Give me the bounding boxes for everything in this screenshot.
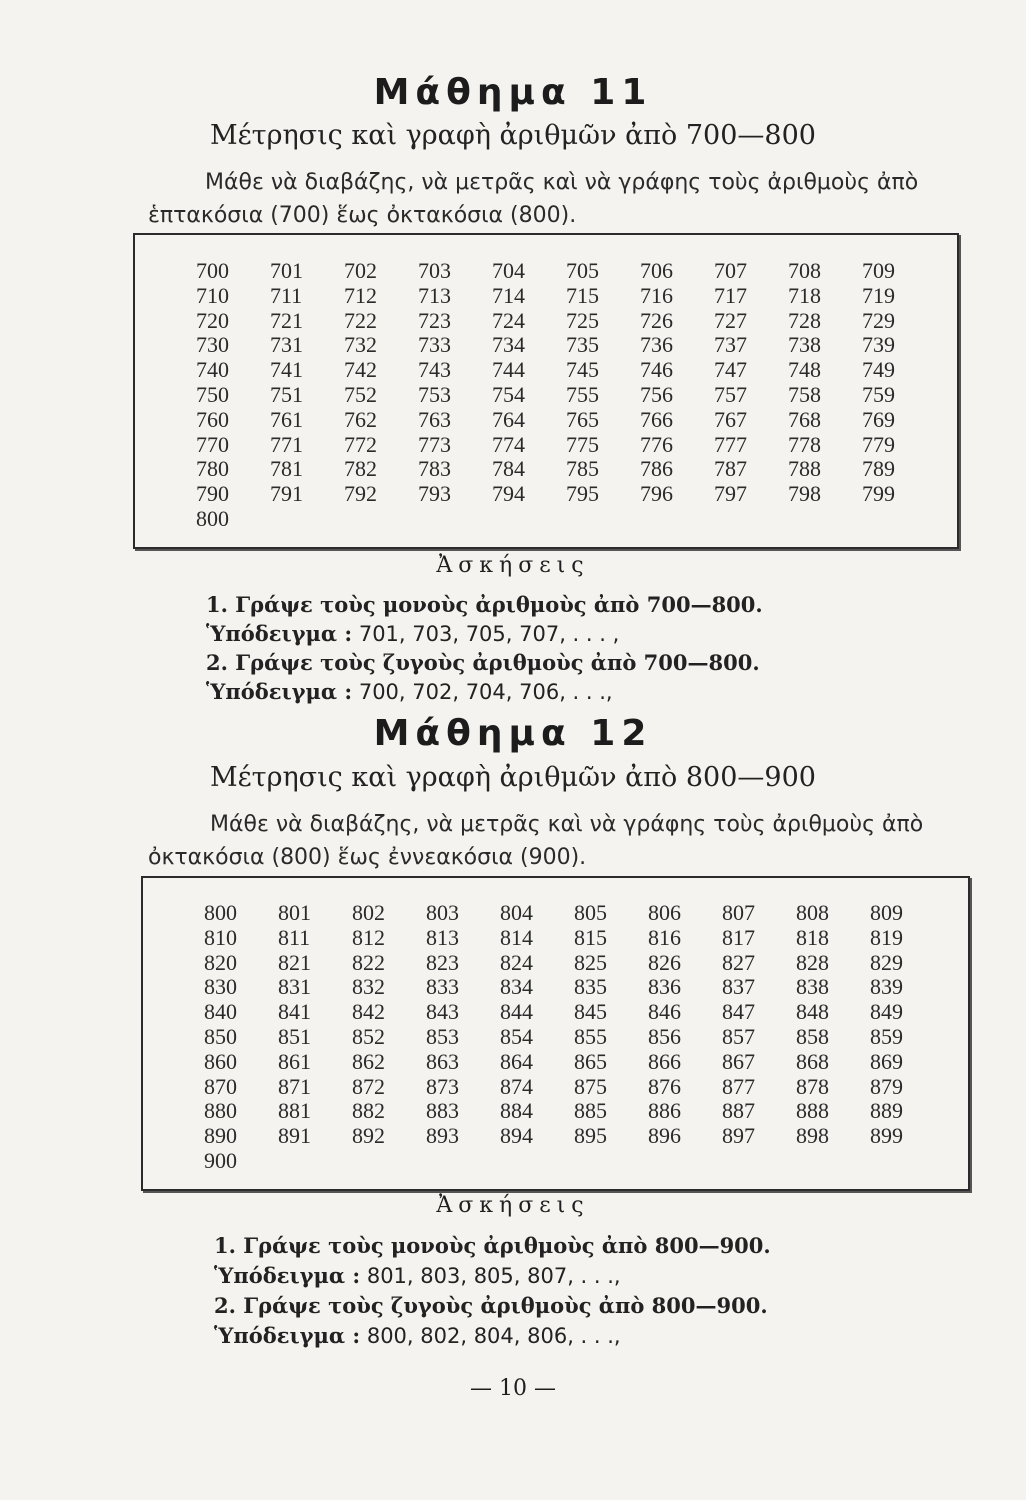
- number-cell: 705: [566, 258, 599, 283]
- number-cell: 840: [204, 999, 237, 1025]
- number-cell: 773: [418, 431, 451, 457]
- number-cell: 788: [788, 456, 821, 482]
- number-cell: 835: [574, 974, 607, 1000]
- number-cell: 752: [344, 381, 377, 407]
- lesson-11-example-2-values: 700, 702, 704, 706, . . .,: [358, 680, 613, 704]
- number-cell: 806: [648, 900, 681, 925]
- number-cell: 872: [352, 1073, 385, 1099]
- number-cell: 755: [566, 381, 599, 407]
- number-cell: 804: [500, 900, 533, 925]
- number-cell: 792: [344, 481, 377, 507]
- number-cell: 865: [574, 1048, 607, 1074]
- number-cell: 883: [426, 1098, 459, 1124]
- lesson-12-example-1-label: Ὑπόδειγμα :: [214, 1263, 361, 1288]
- number-cell: 777: [714, 431, 747, 457]
- number-cell: 795: [566, 481, 599, 507]
- number-cell: 721: [270, 307, 303, 333]
- number-cell: 814: [500, 924, 533, 950]
- number-cell: 871: [278, 1073, 311, 1099]
- lesson-11-example-1-label: Ὑπόδειγμα :: [206, 621, 353, 646]
- number-cell: 707: [714, 258, 747, 283]
- number-cell: 829: [870, 949, 903, 975]
- lesson-12-exercise-2: [214, 1293, 768, 1318]
- number-cell: 823: [426, 949, 459, 975]
- number-cell: 876: [648, 1073, 681, 1099]
- lesson-11-exercises-heading: Ἀσκήσεις: [436, 553, 590, 578]
- number-cell: 731: [270, 332, 303, 358]
- number-cell: 710: [196, 282, 229, 308]
- number-cell: 763: [418, 406, 451, 432]
- number-cell: 845: [574, 999, 607, 1025]
- number-cell: 808: [796, 900, 829, 925]
- number-cell: 742: [344, 357, 377, 383]
- number-cell: 861: [278, 1048, 311, 1074]
- lesson-12-example-1-values: 801, 803, 805, 807, . . .,: [366, 1264, 621, 1288]
- number-cell: 740: [196, 357, 229, 383]
- number-cell: 776: [640, 431, 673, 457]
- number-cell: 785: [566, 456, 599, 482]
- number-cell: 893: [426, 1123, 459, 1149]
- number-cell: 734: [492, 332, 525, 358]
- number-cell: 818: [796, 924, 829, 950]
- number-cell: 830: [204, 974, 237, 1000]
- number-cell: 853: [426, 1023, 459, 1049]
- number-cell: 759: [862, 381, 895, 407]
- number-cell: 711: [270, 282, 303, 308]
- number-cell: 768: [788, 406, 821, 432]
- number-cell: 827: [722, 949, 755, 975]
- number-cell: 784: [492, 456, 525, 482]
- number-cell: 713: [418, 282, 451, 308]
- number-cell: 706: [640, 258, 673, 283]
- number-cell: 858: [796, 1023, 829, 1049]
- number-cell: 700: [196, 258, 229, 283]
- lesson-11-exercise-2-text: 2. Γράψε τοὺς ζυγοὺς ἀριθμοὺς ἀπὸ 700—800.: [206, 650, 760, 675]
- number-cell: 864: [500, 1048, 533, 1074]
- number-cell: 796: [640, 481, 673, 507]
- lesson-11-exercise-1-text: 1. Γράψε τοὺς μονοὺς ἀριθμοὺς ἀπὸ 700—800.: [206, 592, 763, 617]
- number-cell: 782: [344, 456, 377, 482]
- number-cell: 877: [722, 1073, 755, 1099]
- number-cell: 828: [796, 949, 829, 975]
- number-cell: 866: [648, 1048, 681, 1074]
- number-cell: 850: [204, 1023, 237, 1049]
- number-cell: 762: [344, 406, 377, 432]
- number-cell: 770: [196, 431, 229, 457]
- number-cell: 765: [566, 406, 599, 432]
- number-cell: 859: [870, 1023, 903, 1049]
- lesson-12-exercise-1-text: 1. Γράψε τοὺς μονοὺς ἀριθμοὺς ἀπὸ 800—900.: [214, 1233, 771, 1258]
- number-cell: 844: [500, 999, 533, 1025]
- number-cell: 766: [640, 406, 673, 432]
- number-cell: 725: [566, 307, 599, 333]
- lesson-12-example-2-label: Ὑπόδειγμα :: [214, 1323, 361, 1348]
- number-cell: 834: [500, 974, 533, 1000]
- number-cell: 851: [278, 1023, 311, 1049]
- number-cell: 838: [796, 974, 829, 1000]
- lesson-12-intro: [148, 808, 924, 874]
- lesson-11-title: Μάθημα 11: [373, 72, 653, 113]
- number-cell: 860: [204, 1048, 237, 1074]
- number-cell: 881: [278, 1098, 311, 1124]
- number-cell: 793: [418, 481, 451, 507]
- number-cell: 891: [278, 1123, 311, 1149]
- number-cell: 769: [862, 406, 895, 432]
- number-cell: 847: [722, 999, 755, 1025]
- number-cell: 832: [352, 974, 385, 1000]
- number-cell: 783: [418, 456, 451, 482]
- number-cell: 813: [426, 924, 459, 950]
- number-cell: 802: [352, 900, 385, 925]
- number-cell: 803: [426, 900, 459, 925]
- lesson-11-exercise-2: [206, 650, 760, 675]
- number-cell: 751: [270, 381, 303, 407]
- lesson-11-example-1-values: 701, 703, 705, 707, . . . ,: [358, 622, 620, 646]
- number-cell: 884: [500, 1098, 533, 1124]
- number-cell: 817: [722, 924, 755, 950]
- number-cell: 790: [196, 481, 229, 507]
- number-cell: 704: [492, 258, 525, 283]
- number-cell: 712: [344, 282, 377, 308]
- number-table-800-900: [204, 900, 944, 1173]
- number-cell: 862: [352, 1048, 385, 1074]
- number-cell: 771: [270, 431, 303, 457]
- lesson-12-exercise-1: [214, 1233, 771, 1258]
- number-cell: 718: [788, 282, 821, 308]
- number-cell: 767: [714, 406, 747, 432]
- number-cell: 746: [640, 357, 673, 383]
- number-cell: 736: [640, 332, 673, 358]
- number-cell: 837: [722, 974, 755, 1000]
- number-cell: 867: [722, 1048, 755, 1074]
- number-cell: 887: [722, 1098, 755, 1124]
- number-cell: 747: [714, 357, 747, 383]
- number-cell: 774: [492, 431, 525, 457]
- number-cell: 715: [566, 282, 599, 308]
- number-cell: 794: [492, 481, 525, 507]
- number-cell: 831: [278, 974, 311, 1000]
- number-cell: 885: [574, 1098, 607, 1124]
- number-cell: 761: [270, 406, 303, 432]
- number-cell: 772: [344, 431, 377, 457]
- number-cell: 824: [500, 949, 533, 975]
- number-cell: 873: [426, 1073, 459, 1099]
- number-cell: 720: [196, 307, 229, 333]
- number-cell: 726: [640, 307, 673, 333]
- number-cell: 888: [796, 1098, 829, 1124]
- lesson-12-exercises-heading: Ἀσκήσεις: [436, 1193, 590, 1218]
- number-cell: 724: [492, 307, 525, 333]
- number-cell: 786: [640, 456, 673, 482]
- number-cell: 846: [648, 999, 681, 1025]
- number-cell: 757: [714, 381, 747, 407]
- number-cell: 758: [788, 381, 821, 407]
- number-cell: 812: [352, 924, 385, 950]
- number-cell: 852: [352, 1023, 385, 1049]
- lesson-11-example-1: [206, 621, 619, 646]
- number-cell: 798: [788, 481, 821, 507]
- number-cell: 875: [574, 1073, 607, 1099]
- number-cell: 714: [492, 282, 525, 308]
- number-cell: 836: [648, 974, 681, 1000]
- number-cell: 854: [500, 1023, 533, 1049]
- number-cell: 890: [204, 1123, 237, 1149]
- number-cell: 857: [722, 1023, 755, 1049]
- number-cell: 789: [862, 456, 895, 482]
- number-cell: 816: [648, 924, 681, 950]
- number-cell: 895: [574, 1123, 607, 1149]
- number-cell: 899: [870, 1123, 903, 1149]
- number-cell: 702: [344, 258, 377, 283]
- lesson-12-intro-line-2: ὀκτακόσια (800) ἕως ἐννεακόσια (900).: [148, 845, 587, 870]
- number-cell: 879: [870, 1073, 903, 1099]
- number-cell: 856: [648, 1023, 681, 1049]
- number-cell: 889: [870, 1098, 903, 1124]
- number-cell: 805: [574, 900, 607, 925]
- number-cell: 886: [648, 1098, 681, 1124]
- number-cell: 708: [788, 258, 821, 283]
- number-cell: 863: [426, 1048, 459, 1074]
- number-cell: 723: [418, 307, 451, 333]
- number-cell: 799: [862, 481, 895, 507]
- number-cell: 874: [500, 1073, 533, 1099]
- number-cell: 735: [566, 332, 599, 358]
- number-cell: 787: [714, 456, 747, 482]
- number-cell: 870: [204, 1073, 237, 1099]
- number-cell: 810: [204, 924, 237, 950]
- number-cell: 843: [426, 999, 459, 1025]
- lesson-11-example-2-label: Ὑπόδειγμα :: [206, 679, 353, 704]
- number-cell: 732: [344, 332, 377, 358]
- number-cell: 728: [788, 307, 821, 333]
- number-cell: 842: [352, 999, 385, 1025]
- number-cell: 833: [426, 974, 459, 1000]
- number-cell: 800: [196, 505, 229, 531]
- number-cell: 781: [270, 456, 303, 482]
- number-cell: 754: [492, 381, 525, 407]
- number-cell: 791: [270, 481, 303, 507]
- number-cell: 892: [352, 1123, 385, 1149]
- lesson-12-exercise-2-text: 2. Γράψε τοὺς ζυγοὺς ἀριθμοὺς ἀπὸ 800—900.: [214, 1293, 768, 1318]
- number-cell: 716: [640, 282, 673, 308]
- number-cell: 709: [862, 258, 895, 283]
- number-cell: 801: [278, 900, 311, 925]
- number-cell: 869: [870, 1048, 903, 1074]
- number-cell: 722: [344, 307, 377, 333]
- number-cell: 841: [278, 999, 311, 1025]
- number-cell: 738: [788, 332, 821, 358]
- lesson-12-title: Μάθημα 12: [373, 713, 653, 754]
- number-cell: 778: [788, 431, 821, 457]
- lesson-11-intro-line-2: ἑπτακόσια (700) ἕως ὀκτακόσια (800).: [148, 203, 577, 228]
- number-cell: 894: [500, 1123, 533, 1149]
- number-cell: 701: [270, 258, 303, 283]
- number-cell: 848: [796, 999, 829, 1025]
- number-cell: 825: [574, 949, 607, 975]
- number-cell: 898: [796, 1123, 829, 1149]
- lesson-12-example-2: [214, 1323, 621, 1348]
- number-cell: 750: [196, 381, 229, 407]
- number-cell: 739: [862, 332, 895, 358]
- number-cell: 897: [722, 1123, 755, 1149]
- number-cell: 748: [788, 357, 821, 383]
- lesson-11-intro-line-1: Μάθε νὰ διαβάζης, νὰ μετρᾶς καὶ νὰ γράφης τοὺς ἀριθμοὺς ἀπὸ: [205, 170, 919, 195]
- lesson-12-example-1: [214, 1263, 621, 1288]
- number-cell: 880: [204, 1098, 237, 1124]
- number-cell: 797: [714, 481, 747, 507]
- number-cell: 760: [196, 406, 229, 432]
- number-cell: 717: [714, 282, 747, 308]
- number-cell: 809: [870, 900, 903, 925]
- number-cell: 819: [870, 924, 903, 950]
- number-cell: 896: [648, 1123, 681, 1149]
- lesson-11-intro: [148, 166, 919, 232]
- number-cell: 743: [418, 357, 451, 383]
- number-cell: 820: [204, 949, 237, 975]
- number-table-700-800: [196, 258, 936, 531]
- number-cell: 878: [796, 1073, 829, 1099]
- number-cell: 753: [418, 381, 451, 407]
- number-cell: 775: [566, 431, 599, 457]
- number-cell: 756: [640, 381, 673, 407]
- number-cell: 779: [862, 431, 895, 457]
- number-cell: 749: [862, 357, 895, 383]
- page-number: — 10 —: [470, 1376, 556, 1401]
- number-cell: 730: [196, 332, 229, 358]
- number-cell: 882: [352, 1098, 385, 1124]
- lesson-11-subtitle: Μέτρησις καὶ γραφὴ ἀριθμῶν ἀπὸ 700—800: [210, 120, 816, 151]
- number-cell: 729: [862, 307, 895, 333]
- number-cell: 780: [196, 456, 229, 482]
- number-cell: 900: [204, 1147, 237, 1173]
- number-cell: 741: [270, 357, 303, 383]
- lesson-12-subtitle: Μέτρησις καὶ γραφὴ ἀριθμῶν ἀπὸ 800—900: [210, 762, 816, 793]
- number-cell: 727: [714, 307, 747, 333]
- number-cell: 822: [352, 949, 385, 975]
- number-cell: 811: [278, 924, 311, 950]
- number-cell: 800: [204, 900, 237, 925]
- lesson-11-exercise-1: [206, 592, 763, 617]
- number-cell: 826: [648, 949, 681, 975]
- number-cell: 744: [492, 357, 525, 383]
- number-cell: 764: [492, 406, 525, 432]
- number-cell: 815: [574, 924, 607, 950]
- lesson-12-intro-line-1: Μάθε νὰ διαβάζης, νὰ μετρᾶς καὶ νὰ γράφης τοὺς ἀριθμοὺς ἀπὸ: [210, 812, 924, 837]
- number-cell: 733: [418, 332, 451, 358]
- number-cell: 855: [574, 1023, 607, 1049]
- number-cell: 868: [796, 1048, 829, 1074]
- number-cell: 807: [722, 900, 755, 925]
- number-cell: 703: [418, 258, 451, 283]
- lesson-11-example-2: [206, 679, 613, 704]
- number-cell: 821: [278, 949, 311, 975]
- number-cell: 719: [862, 282, 895, 308]
- number-cell: 839: [870, 974, 903, 1000]
- number-cell: 737: [714, 332, 747, 358]
- number-cell: 745: [566, 357, 599, 383]
- lesson-12-example-2-values: 800, 802, 804, 806, . . .,: [366, 1324, 621, 1348]
- number-cell: 849: [870, 999, 903, 1025]
